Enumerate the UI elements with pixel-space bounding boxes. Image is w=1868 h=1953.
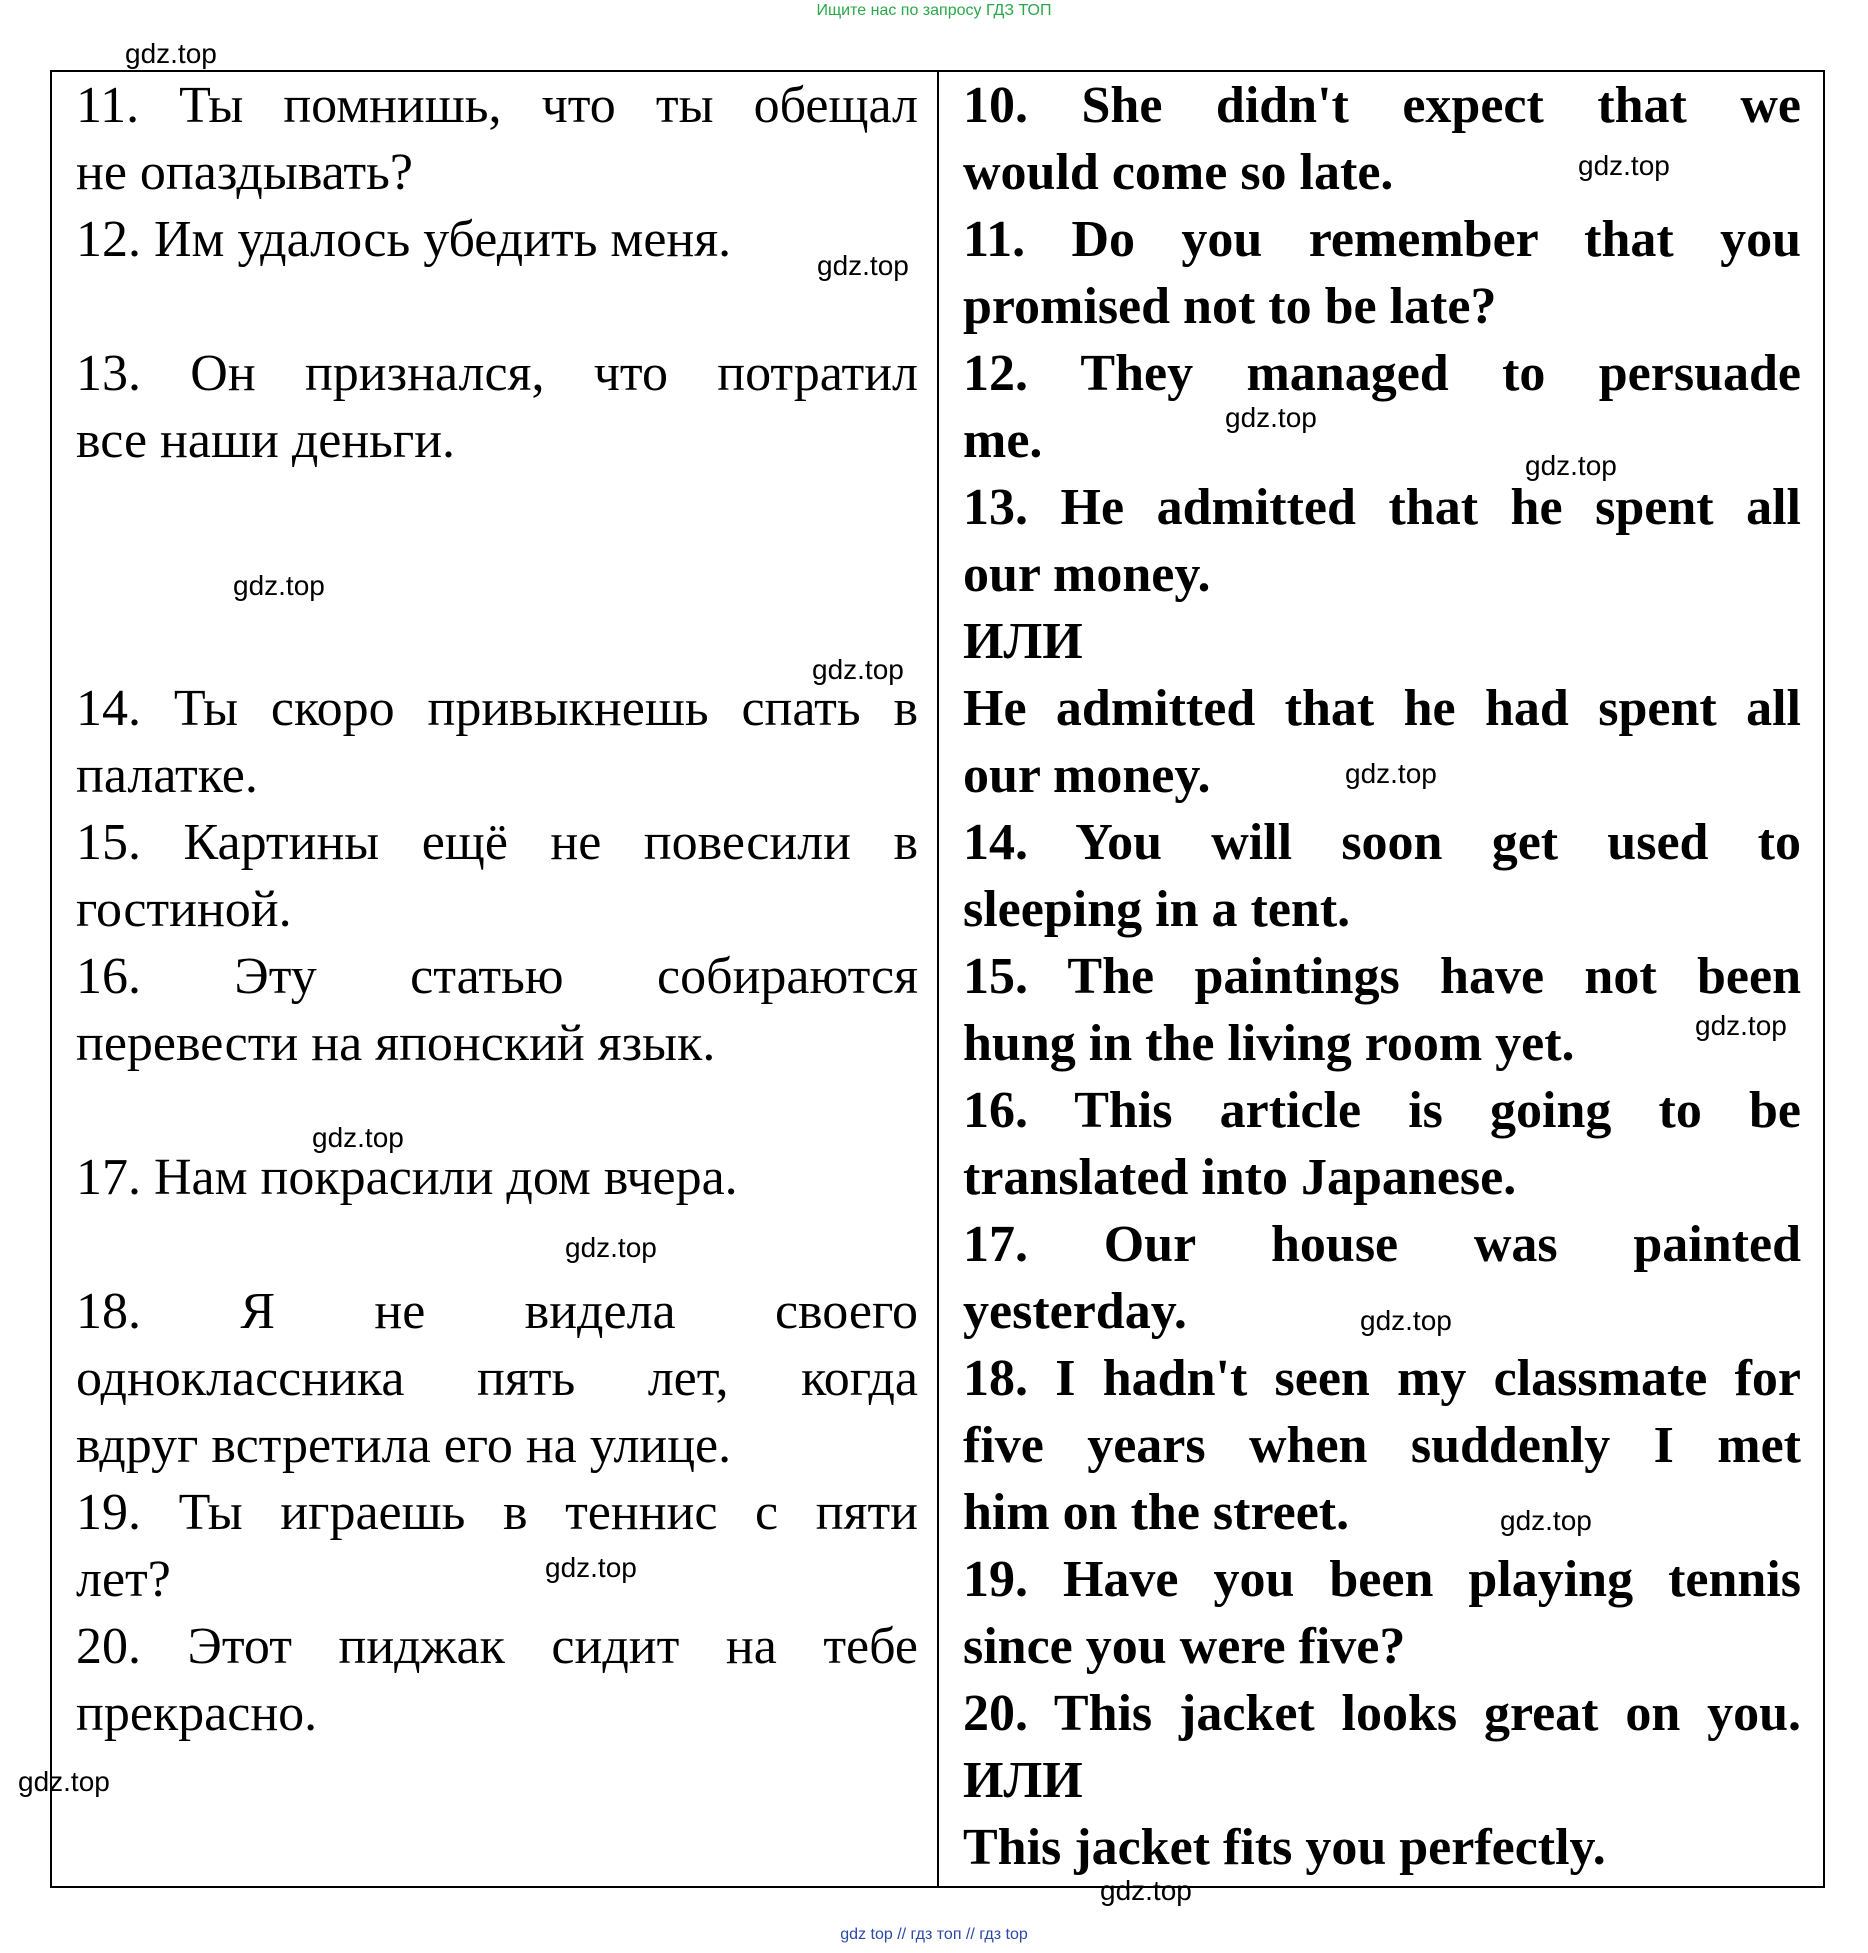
ru-line: 15. Картины ещё не повесили в — [76, 814, 918, 871]
en-line: me. — [963, 412, 1043, 469]
en-line: 15. The paintings have not been — [963, 948, 1801, 1005]
en-line: 19. Have you been playing tennis — [963, 1551, 1801, 1608]
ru-line: палатке. — [76, 747, 258, 804]
footer-note: gdz top // гдз топ // гдз top — [840, 1926, 1028, 1943]
en-line: five years when suddenly I met — [963, 1417, 1801, 1474]
ru-line: 19. Ты играешь в теннис с пяти — [76, 1484, 918, 1541]
translation-table — [50, 70, 1825, 1888]
en-line: 18. I hadn't seen my classmate for — [963, 1350, 1801, 1407]
watermark: gdz.top — [817, 250, 909, 281]
watermark: gdz.top — [125, 38, 217, 69]
en-line: 13. He admitted that he spent all — [963, 479, 1801, 536]
english-column — [939, 72, 1823, 1886]
watermark: gdz.top — [312, 1122, 404, 1153]
ru-line: 14. Ты скоро привыкнешь спать в — [76, 680, 918, 737]
en-line: ИЛИ — [963, 613, 1083, 670]
en-line: sleeping in a tent. — [963, 881, 1351, 938]
ru-line: 13. Он признался, что потратил — [76, 345, 918, 402]
watermark: gdz.top — [1100, 1875, 1192, 1906]
ru-line: перевести на японский язык. — [76, 1015, 716, 1072]
ru-line: 12. Им удалось убедить меня. — [76, 211, 732, 268]
watermark: gdz.top — [1500, 1505, 1592, 1536]
en-line: hung in the living room yet. — [963, 1015, 1575, 1072]
watermark: gdz.top — [812, 654, 904, 685]
en-line: 10. She didn't expect that we — [963, 77, 1801, 134]
en-line: since you were five? — [963, 1618, 1406, 1675]
ru-line: все наши деньги. — [76, 412, 456, 469]
ru-line: 18. Я не видела своего — [76, 1283, 918, 1340]
en-line: our money. — [963, 747, 1211, 804]
en-line: He admitted that he had spent all — [963, 680, 1801, 737]
watermark: gdz.top — [233, 570, 325, 601]
watermark: gdz.top — [1695, 1010, 1787, 1041]
en-line: yesterday. — [963, 1283, 1187, 1340]
en-line: 11. Do you remember that you — [963, 211, 1801, 268]
en-line: 16. This article is going to be — [963, 1082, 1801, 1139]
watermark: gdz.top — [18, 1766, 110, 1797]
en-line: promised not to be late? — [963, 278, 1497, 335]
en-line: ИЛИ — [963, 1752, 1083, 1809]
ru-line: гостиной. — [76, 881, 292, 938]
russian-column — [52, 72, 939, 1886]
ru-line: лет? — [76, 1551, 171, 1608]
watermark: gdz.top — [1225, 402, 1317, 433]
ru-line: 16. Эту статью собираются — [76, 948, 918, 1005]
en-line: would come so late. — [963, 144, 1394, 201]
watermark: gdz.top — [565, 1232, 657, 1263]
en-line: him on the street. — [963, 1484, 1350, 1541]
watermark: gdz.top — [1360, 1305, 1452, 1336]
ru-line: не опаздывать? — [76, 144, 413, 201]
ru-line: прекрасно. — [76, 1685, 318, 1742]
ru-line: одноклассника пять лет, когда — [76, 1350, 918, 1407]
en-line: 20. This jacket looks great on you. — [963, 1685, 1801, 1742]
ru-line: вдруг встретила его на улице. — [76, 1417, 732, 1474]
ru-line: 17. Нам покрасили дом вчера. — [76, 1149, 738, 1206]
en-line: 14. You will soon get used to — [963, 814, 1801, 871]
ru-line: 11. Ты помнишь, что ты обещал — [76, 77, 918, 134]
ru-line: 20. Этот пиджак сидит на тебе — [76, 1618, 918, 1675]
en-line: 17. Our house was painted — [963, 1216, 1801, 1273]
en-line: translated into Japanese. — [963, 1149, 1517, 1206]
watermark: gdz.top — [545, 1552, 637, 1583]
en-line: our money. — [963, 546, 1211, 603]
watermark: gdz.top — [1345, 758, 1437, 789]
header-search-note: Ищите нас по запросу ГДЗ ТОП — [816, 2, 1052, 19]
watermark: gdz.top — [1525, 450, 1617, 481]
en-line: 12. They managed to persuade — [963, 345, 1801, 402]
watermark: gdz.top — [1578, 150, 1670, 181]
en-line: This jacket fits you perfectly. — [963, 1819, 1606, 1876]
